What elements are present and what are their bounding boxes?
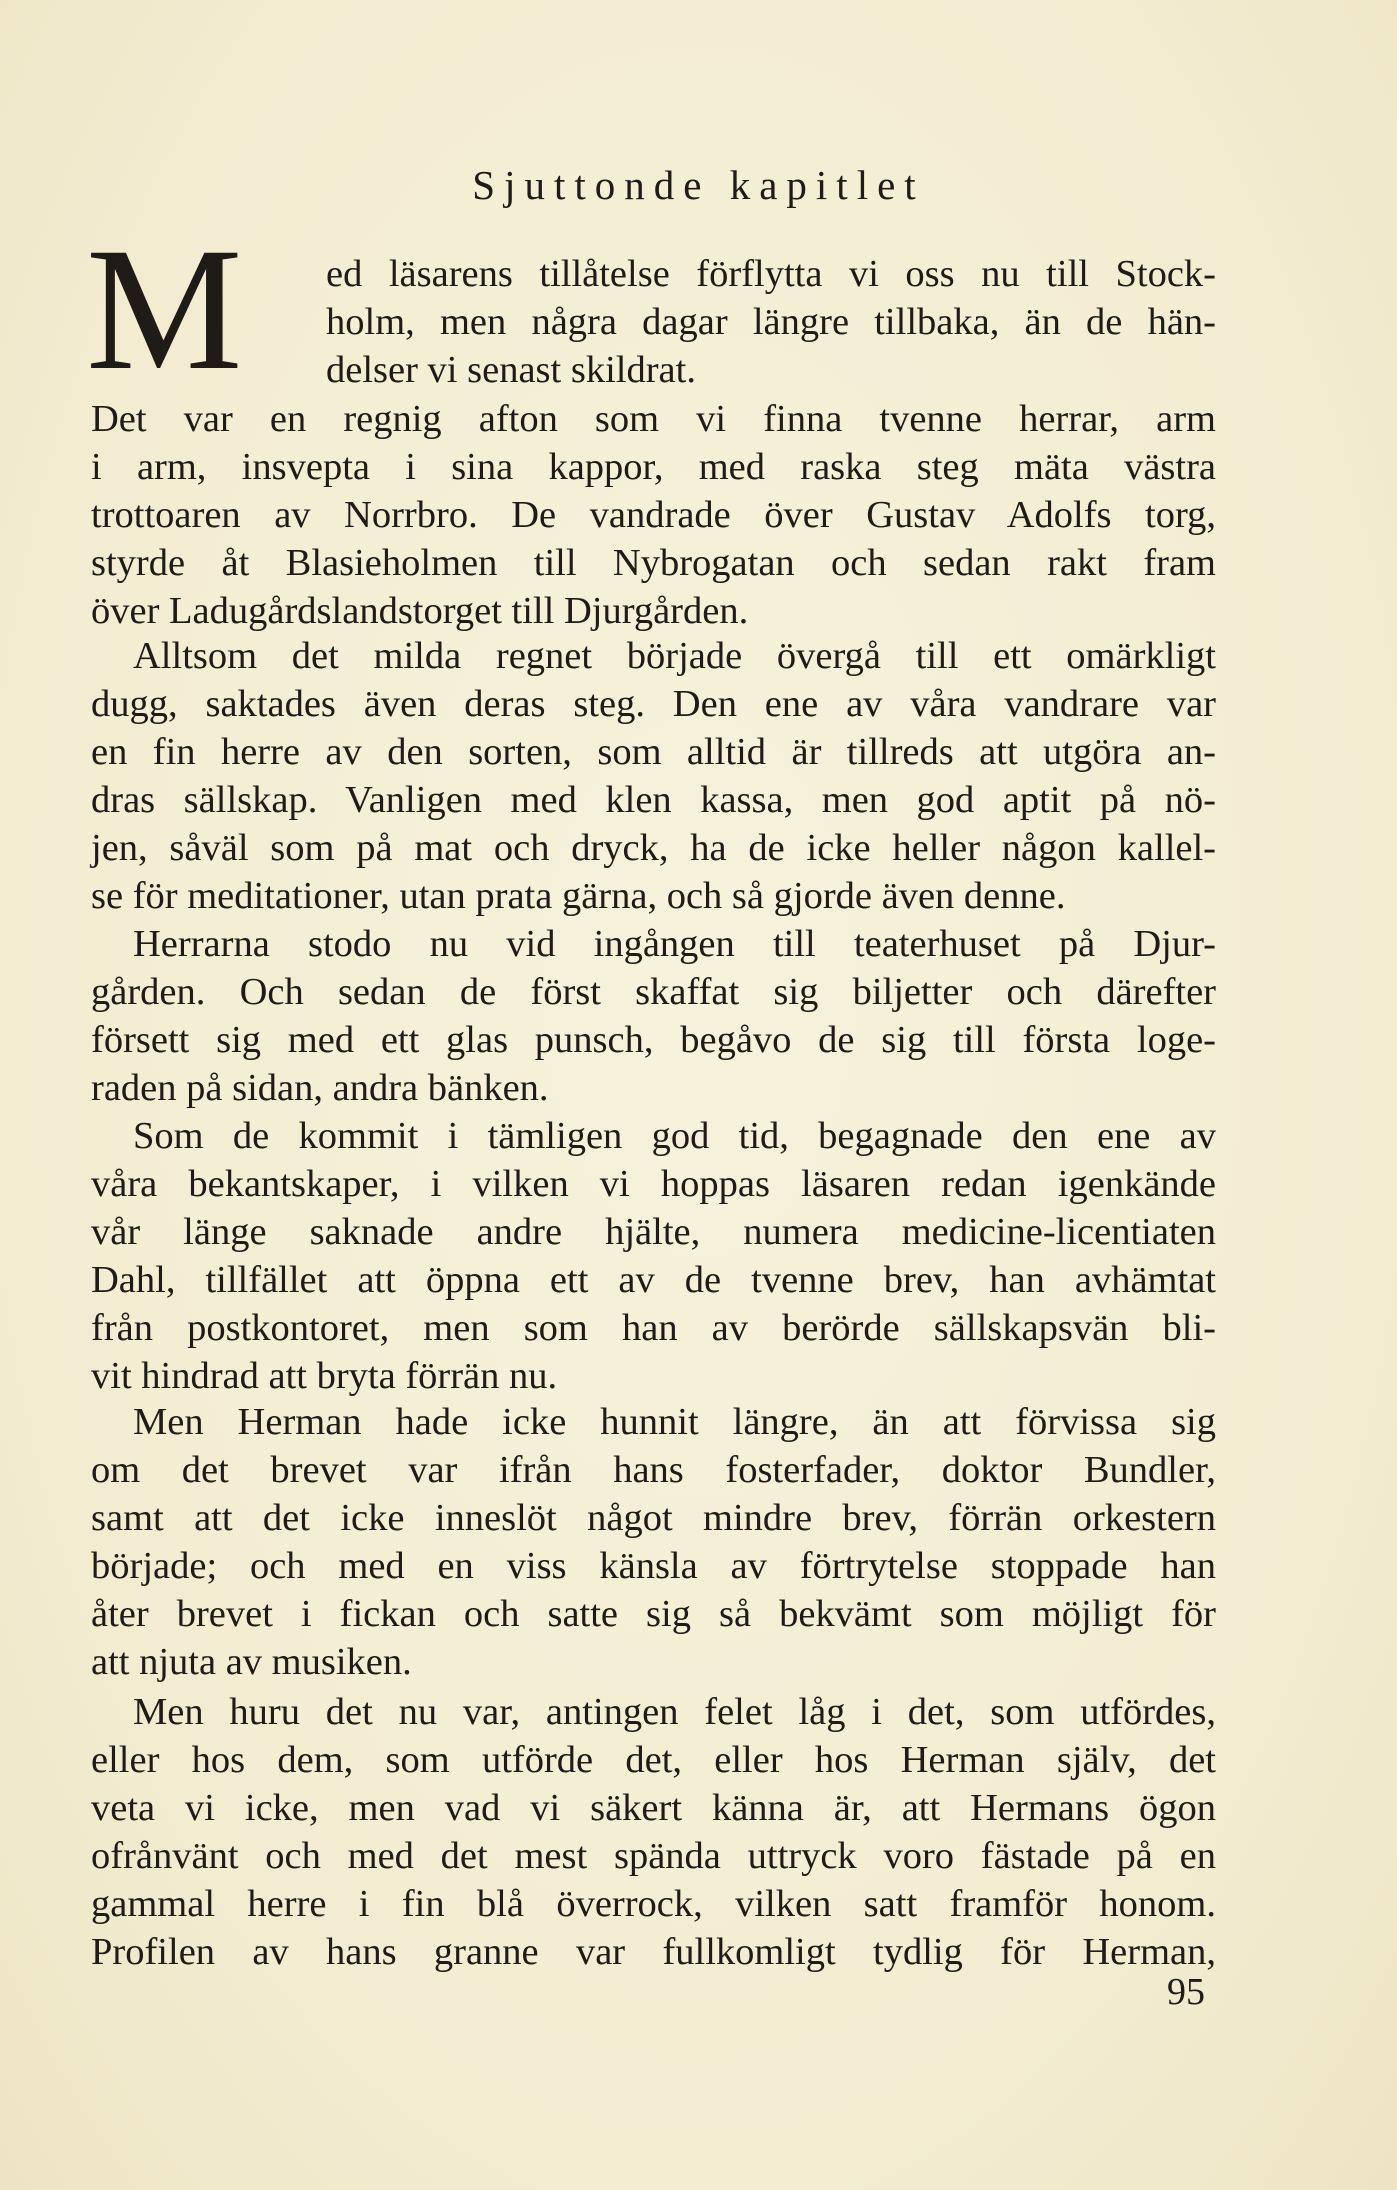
- text-line: om det brevet var ifrån hans fosterfader, doktor Bundler,: [91, 1449, 1216, 1491]
- text-line: över Ladugårdslandstorget till Djurgården.: [91, 590, 749, 632]
- text-line: styrde åt Blasieholmen till Nybrogatan och sedan rakt fram: [91, 542, 1216, 584]
- text-line: våra bekantskaper, i vilken vi hoppas läsaren redan igenkände: [91, 1163, 1216, 1205]
- text-line: började; och med en viss känsla av förtrytelse stoppade han: [91, 1545, 1216, 1587]
- text-line: vår länge saknade andre hjälte, numera medicine-licentiaten: [91, 1211, 1216, 1253]
- text-line: se för meditationer, utan prata gärna, och så gjorde även denne.: [91, 875, 1066, 917]
- text-line: dras sällskap. Vanligen med klen kassa, men god aptit på nö-: [91, 779, 1216, 821]
- text-line: gården. Och sedan de först skaffat sig biljetter och därefter: [91, 971, 1216, 1013]
- text-line: Men huru det nu var, antingen felet låg i det, som utfördes,: [133, 1691, 1216, 1733]
- text-line: från postkontoret, men som han av berörde sällskapsvän bli-: [91, 1307, 1216, 1349]
- text-line: trottoaren av Norrbro. De vandrade över Gustav Adolfs torg,: [91, 494, 1216, 536]
- text-line: Men Herman hade icke hunnit längre, än att förvissa sig: [133, 1401, 1216, 1443]
- text-line: Profilen av hans granne var fullkomligt tydlig för Herman,: [91, 1931, 1216, 1973]
- text-line: i arm, insvepta i sina kappor, med raska steg mäta västra: [91, 446, 1216, 488]
- text-line: ofrånvänt och med det mest spända uttryck voro fästade på en: [91, 1835, 1216, 1877]
- text-line: jen, såväl som på mat och dryck, ha de icke heller någon kallel-: [91, 827, 1216, 869]
- text-line: Alltsom det milda regnet började övergå till ett omärkligt: [133, 635, 1216, 677]
- text-line: samt att det icke inneslöt något mindre brev, förrän orkestern: [91, 1497, 1216, 1539]
- chapter-title: Sjuttonde kapitlet: [472, 162, 925, 208]
- text-line: försett sig med ett glas punsch, begåvo de sig till första loge-: [91, 1019, 1216, 1061]
- text-line: åter brevet i fickan och satte sig så bekvämt som möjligt för: [91, 1593, 1216, 1635]
- text-line: eller hos dem, som utförde det, eller hos Herman själv, det: [91, 1739, 1216, 1781]
- text-line: holm, men några dagar längre tillbaka, än de hän-: [326, 301, 1216, 343]
- text-line: dugg, saktades även deras steg. Den ene av våra vandrare var: [91, 683, 1216, 725]
- drop-cap: M: [86, 212, 243, 407]
- text-line: Herrarna stodo nu vid ingången till teaterhuset på Djur-: [133, 923, 1216, 965]
- text-line: Dahl, tillfället att öppna ett av de tvenne brev, han avhämtat: [91, 1259, 1216, 1301]
- text-line: gammal herre i fin blå överrock, vilken satt framför honom.: [91, 1883, 1216, 1925]
- text-line: delser vi senast skildrat.: [326, 349, 696, 391]
- text-line: att njuta av musiken.: [91, 1641, 412, 1683]
- text-line: Det var en regnig afton som vi finna tvenne herrar, arm: [91, 398, 1216, 440]
- text-line: en fin herre av den sorten, som alltid är tillreds att utgöra an-: [91, 731, 1216, 773]
- text-line: veta vi icke, men vad vi säkert känna är, att Hermans ögon: [91, 1787, 1216, 1829]
- text-line: vit hindrad att bryta förrän nu.: [91, 1355, 558, 1397]
- text-line: Som de kommit i tämligen god tid, begagnade den ene av: [133, 1115, 1216, 1157]
- page-number: 95: [1167, 1971, 1205, 2013]
- text-line: raden på sidan, andra bänken.: [91, 1067, 549, 1109]
- text-line: ed läsarens tillåtelse förflytta vi oss nu till Stock-: [326, 253, 1216, 295]
